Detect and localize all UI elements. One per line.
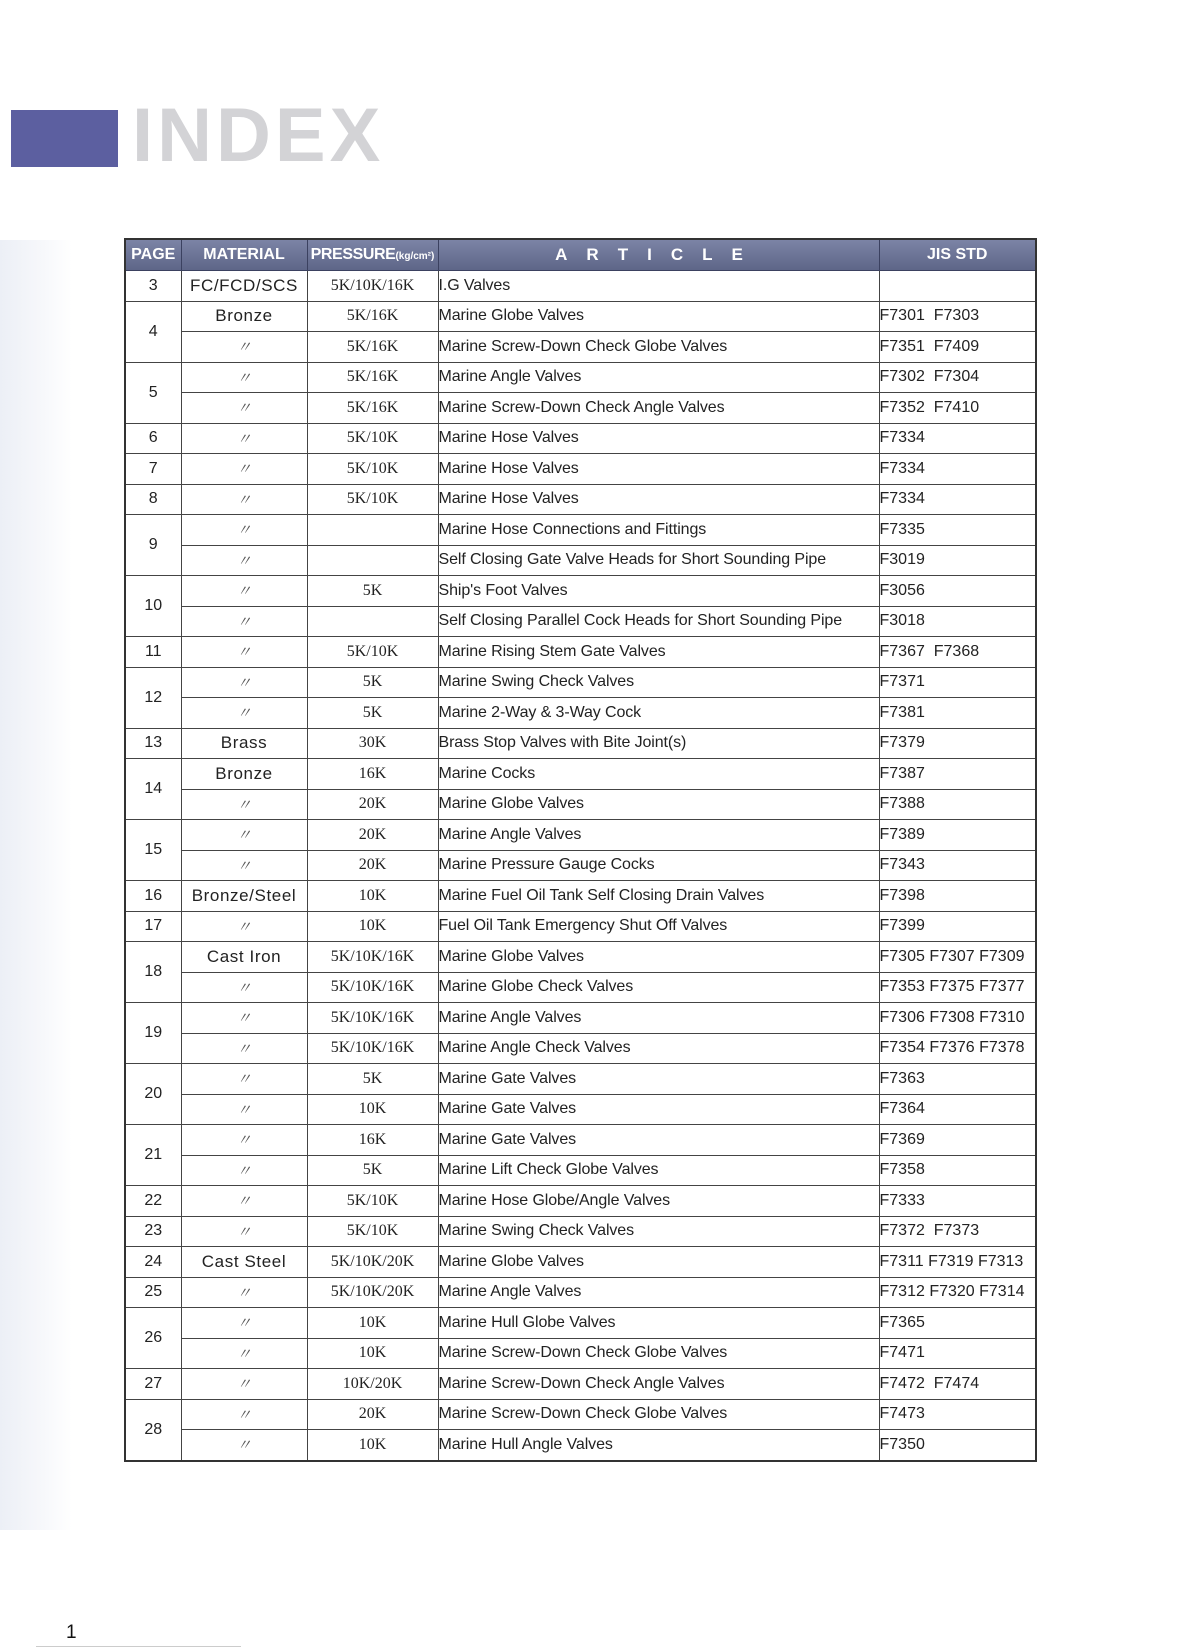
cell-article: Marine Pressure Gauge Cocks xyxy=(438,850,879,881)
table-row xyxy=(125,545,1036,576)
table-row xyxy=(125,454,1036,485)
cell-article: Marine Gate Valves xyxy=(438,1125,879,1156)
cell-pressure: 5K/10K xyxy=(307,454,438,485)
cell-page: 22 xyxy=(125,1186,181,1217)
table-row xyxy=(125,698,1036,729)
cell-pressure: 5K/10K/16K xyxy=(307,972,438,1003)
cell-jis-std: F7367 F7368 xyxy=(879,637,1036,668)
cell-material: 〃 xyxy=(181,1064,307,1095)
cell-pressure xyxy=(307,606,438,637)
page-number: 1 xyxy=(66,1622,77,1643)
cell-article: Marine Gate Valves xyxy=(438,1064,879,1095)
cell-pressure: 5K xyxy=(307,667,438,698)
cell-pressure: 5K xyxy=(307,1064,438,1095)
cell-pressure: 10K xyxy=(307,1308,438,1339)
table-row xyxy=(125,1338,1036,1369)
cell-material: 〃 xyxy=(181,1338,307,1369)
cell-material: 〃 xyxy=(181,1033,307,1064)
cell-page: 20 xyxy=(125,1064,181,1125)
header-article xyxy=(438,239,879,271)
cell-jis-std: F7334 xyxy=(879,484,1036,515)
cell-jis-std: F7343 xyxy=(879,850,1036,881)
cell-article: Marine Angle Valves xyxy=(438,362,879,393)
cell-jis-std xyxy=(879,271,1036,302)
header-pressure-unit: (kg/cm²) xyxy=(395,251,435,262)
cell-jis-std: F7364 xyxy=(879,1094,1036,1125)
cell-pressure xyxy=(307,545,438,576)
cell-page: 17 xyxy=(125,911,181,942)
cell-material: 〃 xyxy=(181,820,307,851)
cell-jis-std: F7363 xyxy=(879,1064,1036,1095)
table-row xyxy=(125,1125,1036,1156)
table-row xyxy=(125,1369,1036,1400)
cell-article: Marine Screw-Down Check Angle Valves xyxy=(438,393,879,424)
cell-material: 〃 xyxy=(181,362,307,393)
cell-page: 25 xyxy=(125,1277,181,1308)
table-row xyxy=(125,942,1036,973)
table-row xyxy=(125,789,1036,820)
cell-page: 4 xyxy=(125,301,181,362)
cell-pressure: 5K/10K/20K xyxy=(307,1247,438,1278)
cell-material: 〃 xyxy=(181,789,307,820)
table-row xyxy=(125,606,1036,637)
cell-page: 19 xyxy=(125,1003,181,1064)
cell-material: Brass xyxy=(181,728,307,759)
cell-material: 〃 xyxy=(181,484,307,515)
table-row xyxy=(125,1186,1036,1217)
table-row xyxy=(125,1003,1036,1034)
cell-article: I.G Valves xyxy=(438,271,879,302)
cell-jis-std: F7354 F7376 F7378 xyxy=(879,1033,1036,1064)
cell-jis-std: F7312 F7320 F7314 xyxy=(879,1277,1036,1308)
cell-material: 〃 xyxy=(181,1186,307,1217)
table-row xyxy=(125,637,1036,668)
cell-article: Marine Globe Valves xyxy=(438,1247,879,1278)
left-margin-shade xyxy=(0,240,72,1530)
cell-page: 18 xyxy=(125,942,181,1003)
cell-pressure: 5K/10K xyxy=(307,1216,438,1247)
cell-material: 〃 xyxy=(181,1094,307,1125)
table-row xyxy=(125,881,1036,912)
table-row xyxy=(125,301,1036,332)
cell-jis-std: F7399 xyxy=(879,911,1036,942)
cell-pressure: 5K/10K/20K xyxy=(307,1277,438,1308)
cell-jis-std: F7352 F7410 xyxy=(879,393,1036,424)
footer-rule xyxy=(36,1646,241,1647)
cell-pressure xyxy=(307,515,438,546)
cell-page: 21 xyxy=(125,1125,181,1186)
cell-jis-std: F7387 xyxy=(879,759,1036,790)
cell-jis-std: F7351 F7409 xyxy=(879,332,1036,363)
cell-pressure: 5K/10K xyxy=(307,484,438,515)
cell-article: Marine Swing Check Valves xyxy=(438,1216,879,1247)
cell-page: 11 xyxy=(125,637,181,668)
cell-article: Marine Hose Connections and Fittings xyxy=(438,515,879,546)
header-article-label: ARTICLE xyxy=(555,245,762,264)
table-row xyxy=(125,332,1036,363)
cell-material: 〃 xyxy=(181,1430,307,1461)
header-material: MATERIAL xyxy=(181,239,307,271)
cell-article: Marine Angle Valves xyxy=(438,1003,879,1034)
header-jis-std: JIS STD xyxy=(879,239,1036,271)
table-row xyxy=(125,728,1036,759)
cell-page: 7 xyxy=(125,454,181,485)
cell-pressure: 16K xyxy=(307,759,438,790)
cell-material: Bronze/Steel xyxy=(181,881,307,912)
cell-material: 〃 xyxy=(181,1125,307,1156)
table-row xyxy=(125,576,1036,607)
header-pressure-label: PRESSURE xyxy=(310,246,396,263)
cell-jis-std: F7371 xyxy=(879,667,1036,698)
cell-page: 15 xyxy=(125,820,181,881)
cell-material: 〃 xyxy=(181,911,307,942)
cell-material: Cast Iron xyxy=(181,942,307,973)
cell-pressure: 10K xyxy=(307,881,438,912)
cell-jis-std: F7306 F7308 F7310 xyxy=(879,1003,1036,1034)
cell-material: 〃 xyxy=(181,972,307,1003)
cell-article: Marine Hull Globe Valves xyxy=(438,1308,879,1339)
table-row xyxy=(125,1064,1036,1095)
cell-page: 14 xyxy=(125,759,181,820)
cell-jis-std: F7472 F7474 xyxy=(879,1369,1036,1400)
cell-material: Cast Steel xyxy=(181,1247,307,1278)
cell-material: 〃 xyxy=(181,545,307,576)
cell-article: Marine Hose Valves xyxy=(438,454,879,485)
cell-pressure: 20K xyxy=(307,789,438,820)
table-row xyxy=(125,515,1036,546)
cell-article: Marine Globe Check Valves xyxy=(438,972,879,1003)
cell-material: 〃 xyxy=(181,1308,307,1339)
cell-jis-std: F7372 F7373 xyxy=(879,1216,1036,1247)
cell-article: Marine Hull Angle Valves xyxy=(438,1430,879,1461)
table-row xyxy=(125,1155,1036,1186)
cell-pressure: 5K/16K xyxy=(307,301,438,332)
page-title: INDEX xyxy=(132,93,385,178)
cell-article: Marine Rising Stem Gate Valves xyxy=(438,637,879,668)
cell-jis-std: F7301 F7303 xyxy=(879,301,1036,332)
cell-material: 〃 xyxy=(181,637,307,668)
cell-page: 13 xyxy=(125,728,181,759)
cell-material: 〃 xyxy=(181,698,307,729)
header-page: PAGE xyxy=(125,239,181,271)
cell-pressure: 30K xyxy=(307,728,438,759)
cell-article: Marine Swing Check Valves xyxy=(438,667,879,698)
cell-material: 〃 xyxy=(181,576,307,607)
cell-jis-std: F7334 xyxy=(879,423,1036,454)
cell-jis-std: F7398 xyxy=(879,881,1036,912)
table-row xyxy=(125,1308,1036,1339)
cell-jis-std: F7353 F7375 F7377 xyxy=(879,972,1036,1003)
cell-jis-std: F7369 xyxy=(879,1125,1036,1156)
cell-jis-std: F7334 xyxy=(879,454,1036,485)
cell-pressure: 10K/20K xyxy=(307,1369,438,1400)
cell-pressure: 10K xyxy=(307,1094,438,1125)
index-table xyxy=(124,238,1037,1462)
cell-jis-std: F7388 xyxy=(879,789,1036,820)
cell-jis-std: F7379 xyxy=(879,728,1036,759)
table-row xyxy=(125,1094,1036,1125)
cell-jis-std: F7311 F7319 F7313 xyxy=(879,1247,1036,1278)
cell-material: 〃 xyxy=(181,667,307,698)
cell-page: 16 xyxy=(125,881,181,912)
cell-pressure: 20K xyxy=(307,820,438,851)
table-row xyxy=(125,759,1036,790)
table-row xyxy=(125,1033,1036,1064)
table-body xyxy=(125,271,1036,1461)
cell-article: Marine Globe Valves xyxy=(438,789,879,820)
cell-pressure: 10K xyxy=(307,1430,438,1461)
cell-page: 9 xyxy=(125,515,181,576)
cell-jis-std: F7335 xyxy=(879,515,1036,546)
table-row xyxy=(125,271,1036,302)
cell-page: 26 xyxy=(125,1308,181,1369)
cell-page: 23 xyxy=(125,1216,181,1247)
cell-article: Marine Hose Valves xyxy=(438,423,879,454)
cell-material: 〃 xyxy=(181,1003,307,1034)
cell-material: 〃 xyxy=(181,393,307,424)
cell-article: Marine Globe Valves xyxy=(438,301,879,332)
table-row xyxy=(125,423,1036,454)
title-accent-block xyxy=(11,110,118,167)
cell-material: 〃 xyxy=(181,850,307,881)
cell-pressure: 5K/10K/16K xyxy=(307,1003,438,1034)
cell-article: Marine Hose Valves xyxy=(438,484,879,515)
cell-page: 27 xyxy=(125,1369,181,1400)
cell-article: Self Closing Parallel Cock Heads for Short Sounding Pipe xyxy=(438,606,879,637)
cell-article: Ship's Foot Valves xyxy=(438,576,879,607)
cell-pressure: 20K xyxy=(307,850,438,881)
table-row xyxy=(125,850,1036,881)
cell-jis-std: F7471 xyxy=(879,1338,1036,1369)
cell-material: 〃 xyxy=(181,332,307,363)
cell-jis-std: F3018 xyxy=(879,606,1036,637)
cell-material: FC/FCD/SCS xyxy=(181,271,307,302)
cell-pressure: 5K xyxy=(307,698,438,729)
table-row xyxy=(125,362,1036,393)
cell-pressure: 5K/16K xyxy=(307,393,438,424)
cell-jis-std: F7305 F7307 F7309 xyxy=(879,942,1036,973)
cell-page: 24 xyxy=(125,1247,181,1278)
cell-article: Marine Angle Valves xyxy=(438,820,879,851)
cell-material: 〃 xyxy=(181,454,307,485)
cell-jis-std: F3019 xyxy=(879,545,1036,576)
cell-article: Marine Lift Check Globe Valves xyxy=(438,1155,879,1186)
cell-jis-std: F7333 xyxy=(879,1186,1036,1217)
cell-material: 〃 xyxy=(181,423,307,454)
cell-jis-std: F3056 xyxy=(879,576,1036,607)
cell-material: 〃 xyxy=(181,606,307,637)
cell-material: Bronze xyxy=(181,759,307,790)
cell-article: Self Closing Gate Valve Heads for Short Sounding Pipe xyxy=(438,545,879,576)
cell-jis-std: F7473 xyxy=(879,1399,1036,1430)
cell-pressure: 5K/10K xyxy=(307,423,438,454)
table-row xyxy=(125,1430,1036,1461)
header-pressure xyxy=(307,239,438,271)
cell-article: Marine Cocks xyxy=(438,759,879,790)
table-row xyxy=(125,667,1036,698)
cell-page: 3 xyxy=(125,271,181,302)
cell-pressure: 10K xyxy=(307,1338,438,1369)
cell-article: Marine Screw-Down Check Globe Valves xyxy=(438,332,879,363)
cell-article: Marine 2-Way & 3-Way Cock xyxy=(438,698,879,729)
table-row xyxy=(125,393,1036,424)
cell-material: 〃 xyxy=(181,515,307,546)
cell-article: Marine Globe Valves xyxy=(438,942,879,973)
table-row xyxy=(125,972,1036,1003)
cell-jis-std: F7365 xyxy=(879,1308,1036,1339)
cell-material: 〃 xyxy=(181,1216,307,1247)
cell-jis-std: F7358 xyxy=(879,1155,1036,1186)
cell-pressure: 5K/10K/16K xyxy=(307,271,438,302)
cell-pressure: 5K xyxy=(307,576,438,607)
table-row xyxy=(125,1277,1036,1308)
cell-article: Marine Angle Check Valves xyxy=(438,1033,879,1064)
table-row xyxy=(125,911,1036,942)
cell-jis-std: F7389 xyxy=(879,820,1036,851)
table-row xyxy=(125,484,1036,515)
cell-article: Marine Angle Valves xyxy=(438,1277,879,1308)
cell-jis-std: F7302 F7304 xyxy=(879,362,1036,393)
cell-jis-std: F7381 xyxy=(879,698,1036,729)
cell-page: 12 xyxy=(125,667,181,728)
cell-pressure: 16K xyxy=(307,1125,438,1156)
cell-material: 〃 xyxy=(181,1369,307,1400)
cell-pressure: 10K xyxy=(307,911,438,942)
table-row xyxy=(125,1216,1036,1247)
cell-pressure: 5K xyxy=(307,1155,438,1186)
cell-page: 28 xyxy=(125,1399,181,1461)
cell-article: Marine Hose Globe/Angle Valves xyxy=(438,1186,879,1217)
cell-pressure: 5K/10K/16K xyxy=(307,1033,438,1064)
table-header-row xyxy=(125,239,1036,271)
cell-pressure: 5K/16K xyxy=(307,362,438,393)
cell-article: Brass Stop Valves with Bite Joint(s) xyxy=(438,728,879,759)
cell-page: 8 xyxy=(125,484,181,515)
table-row xyxy=(125,1247,1036,1278)
cell-material: 〃 xyxy=(181,1399,307,1430)
table-row xyxy=(125,1399,1036,1430)
cell-jis-std: F7350 xyxy=(879,1430,1036,1461)
cell-article: Marine Gate Valves xyxy=(438,1094,879,1125)
cell-page: 5 xyxy=(125,362,181,423)
cell-article: Marine Screw-Down Check Globe Valves xyxy=(438,1399,879,1430)
cell-article: Marine Fuel Oil Tank Self Closing Drain Valves xyxy=(438,881,879,912)
cell-material: Bronze xyxy=(181,301,307,332)
cell-pressure: 5K/10K xyxy=(307,637,438,668)
table-row xyxy=(125,820,1036,851)
cell-pressure: 20K xyxy=(307,1399,438,1430)
cell-page: 10 xyxy=(125,576,181,637)
cell-article: Marine Screw-Down Check Angle Valves xyxy=(438,1369,879,1400)
cell-pressure: 5K/10K/16K xyxy=(307,942,438,973)
cell-material: 〃 xyxy=(181,1155,307,1186)
cell-material: 〃 xyxy=(181,1277,307,1308)
cell-page: 6 xyxy=(125,423,181,454)
cell-pressure: 5K/10K xyxy=(307,1186,438,1217)
cell-pressure: 5K/16K xyxy=(307,332,438,363)
cell-article: Fuel Oil Tank Emergency Shut Off Valves xyxy=(438,911,879,942)
cell-article: Marine Screw-Down Check Globe Valves xyxy=(438,1338,879,1369)
